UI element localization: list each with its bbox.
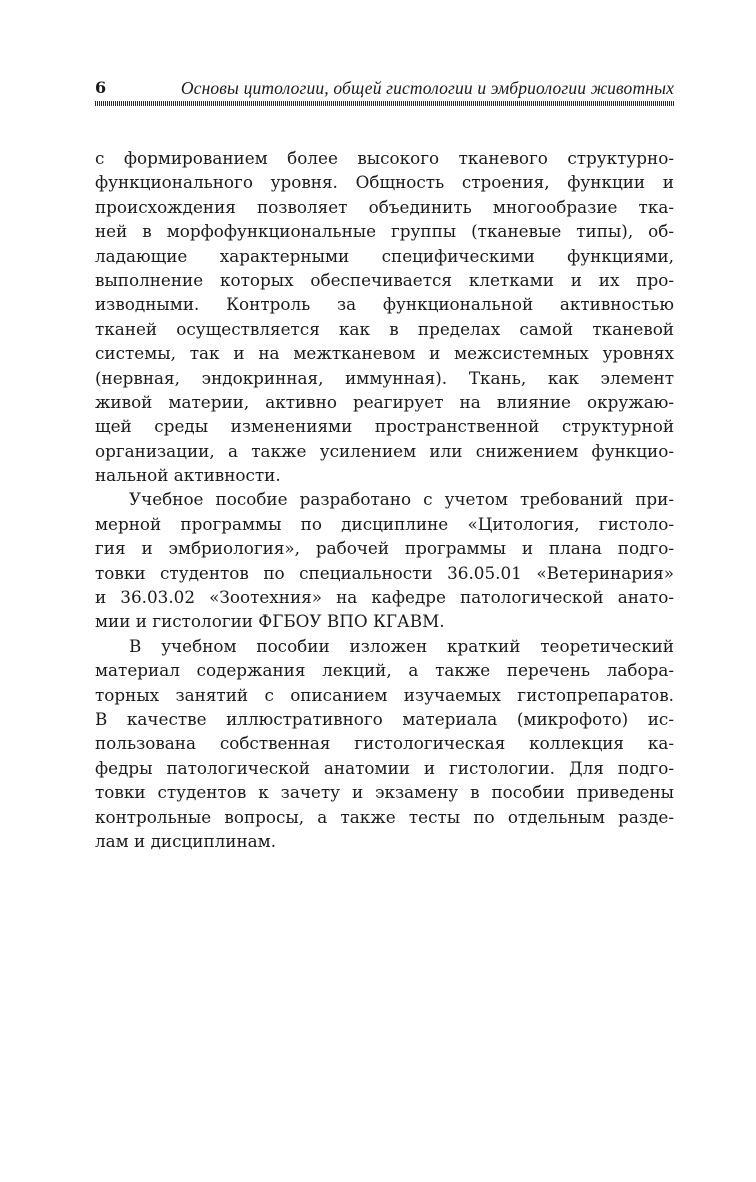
paragraph-2 xyxy=(95,487,674,633)
text-line: контрольные вопросы, а также тесты по отдельным разде- xyxy=(95,806,674,827)
text-line: изводными. Контроль за функциональной активностью xyxy=(95,294,674,315)
text-line: живой материи, активно реагирует на влияние окружаю- xyxy=(95,391,674,412)
text-line: системы, так и на межтканевом и межсистемных уровнях xyxy=(95,343,674,364)
text-line: мерной программы по дисциплине «Цитология, гистоло- xyxy=(95,513,674,534)
header-rule xyxy=(95,101,674,106)
text-line: (нервная, эндокринная, иммунная). Ткань, как элемент xyxy=(95,367,674,388)
text-line: функционального уровня. Общность строения, функции и xyxy=(95,172,674,193)
text-line: В учебном пособии изложен краткий теоретический xyxy=(129,635,674,656)
paragraph-1 xyxy=(95,146,674,487)
text-line: Учебное пособие разработано с учетом требований при- xyxy=(129,489,674,510)
text-line: В качестве иллюстративного материала (микрофото) ис- xyxy=(95,708,674,729)
text-line: товки студентов к зачету и экзамену в пособии приведены xyxy=(95,782,674,803)
page-number: 6 xyxy=(95,78,107,97)
text-line: тканей осуществляется как в пределах самой тканевой xyxy=(95,318,674,339)
text-line: мии и гистологии ФГБОУ ВПО КГАВМ. xyxy=(95,611,445,632)
running-title: Основы цитологии, общей гистологии и эмбриологии животных xyxy=(180,78,674,98)
text-line: лам и дисциплинам. xyxy=(95,830,277,851)
text-line: торных занятий с описанием изучаемых гистопрепаратов. xyxy=(95,684,674,705)
body-text xyxy=(95,146,674,853)
text-line: ладающие характерными специфическими функциями, xyxy=(95,245,674,266)
text-line: выполнение которых обеспечивается клетками и их про- xyxy=(95,269,674,290)
text-line: щей среды изменениями пространственной структурной xyxy=(95,416,674,437)
text-line: товки студентов по специальности 36.05.01 «Ветеринария» xyxy=(95,562,674,583)
text-line: федры патологической анатомии и гистологии. Для подго- xyxy=(95,757,674,778)
paragraph-3 xyxy=(95,634,674,854)
text-line: материал содержания лекций, а также перечень лабора- xyxy=(95,660,674,681)
text-line: гия и эмбриология», рабочей программы и плана подго- xyxy=(95,538,674,559)
text-line: и 36.03.02 «Зоотехния» на кафедре патологической анато- xyxy=(95,587,674,608)
text-line: происхождения позволяет объединить многообразие тка- xyxy=(95,196,674,217)
text-line: нальной активности. xyxy=(95,465,281,486)
text-line: организации, а также усилением или снижением функцио- xyxy=(95,440,674,461)
text-line: с формированием более высокого тканевого структурно- xyxy=(95,148,674,168)
text-line: ней в морфофункциональные группы (тканевые типы), об- xyxy=(95,221,674,242)
text-line: пользована собственная гистологическая коллекция ка- xyxy=(95,733,674,754)
